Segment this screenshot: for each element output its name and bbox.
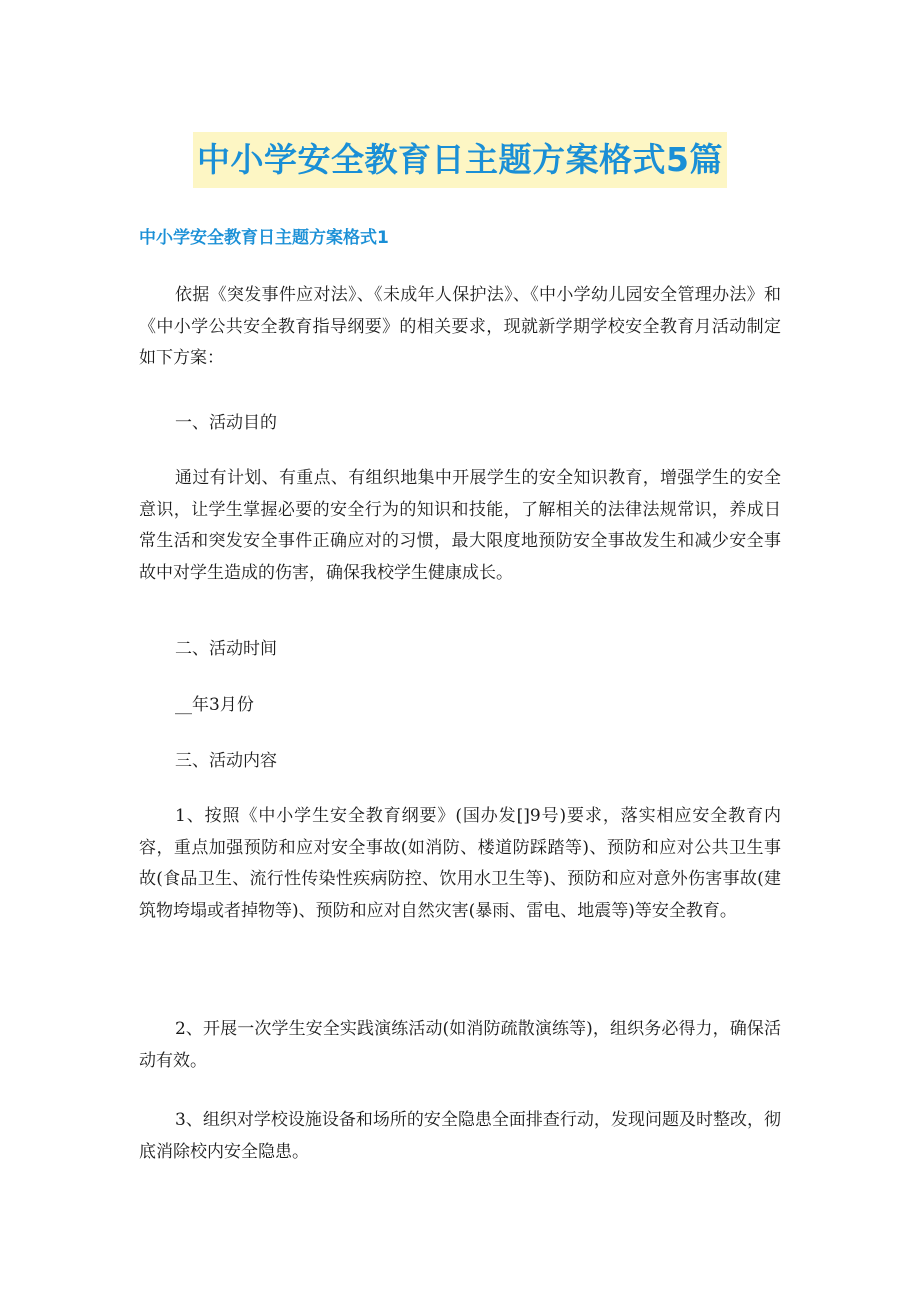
content-item-2: 2、开展一次学生安全实践演练活动(如消防疏散演练等)，组织务必得力，确保活动有效。: [139, 1019, 781, 1071]
purpose-paragraph: 通过有计划、有重点、有组织地集中开展学生的安全知识教育，增强学生的安全意识，让学生掌握必要的安全行为的知识和技能，了解相关的法律法规常识，养成日常生活和突发安全事件正确应对的习惯，最大限度地预防安全事故发生和减少安全事故中对学生造成的伤害，确保我校学生健康成长。: [139, 468, 781, 583]
time-paragraph: __年3月份: [175, 695, 254, 715]
document-title: 中小学安全教育日主题方案格式5篇: [193, 132, 727, 188]
heading-time: 二、活动时间: [175, 639, 277, 659]
content-item-1: 1、按照《中小学生安全教育纲要》(国办发[]9号)要求，落实相应安全教育内容，重点加强预防和应对安全事故(如消防、楼道防踩踏等)、预防和应对公共卫生事故(食品卫生、流行性传染性疾病防控、饮用水卫生等)、预防和应对意外伤害事故(建筑物垮塌或者掉物等)、预防和应对自然灾害(暴雨、雷电、地震等)等安全教育。: [139, 806, 781, 921]
content-item-3: 3、组织对学校设施设备和场所的安全隐患全面排查行动，发现问题及时整改，彻底消除校内安全隐患。: [139, 1110, 781, 1162]
heading-purpose: 一、活动目的: [175, 413, 277, 433]
title-container: [0, 132, 920, 188]
heading-content: 三、活动内容: [175, 751, 277, 771]
section-heading: 中小学安全教育日主题方案格式1: [139, 228, 389, 248]
intro-paragraph: 依据《突发事件应对法》、《未成年人保护法》、《中小学幼儿园安全管理办法》和《中小学公共安全教育指导纲要》的相关要求，现就新学期学校安全教育月活动制定如下方案：: [139, 285, 781, 368]
